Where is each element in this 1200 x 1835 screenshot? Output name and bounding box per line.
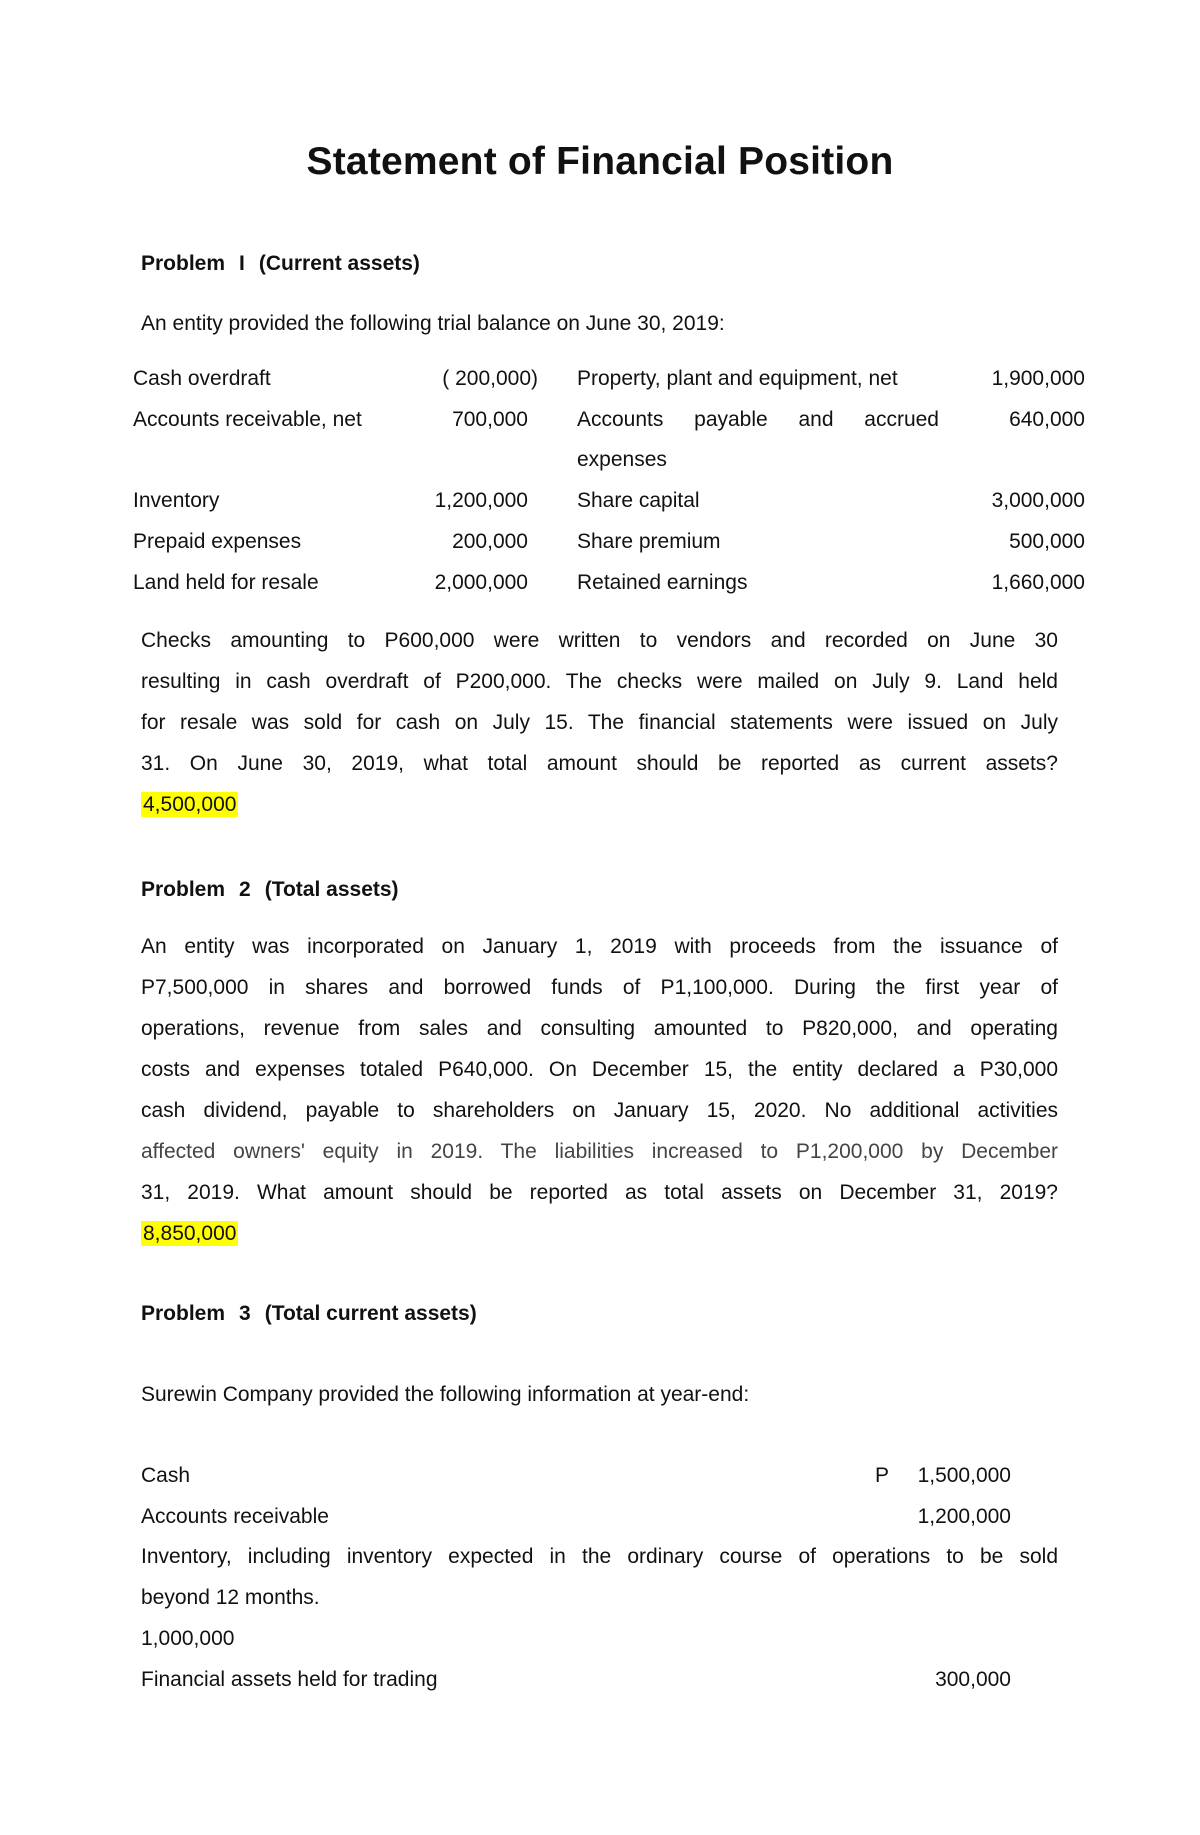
problem-2-heading xyxy=(141,878,399,902)
paragraph-line: Checks amounting to P600,000 were written to vendors and recorded on June 30 xyxy=(141,629,1058,652)
paragraph-line: beyond 12 months. xyxy=(141,1586,320,1609)
tb-right-label: Property, plant and equipment, net xyxy=(577,367,898,390)
problem-1-heading-number: I xyxy=(239,252,245,275)
problem-1-paragraph xyxy=(141,620,1058,825)
inventory-description xyxy=(141,1536,1058,1618)
tb-right-value: 500,000 xyxy=(1009,530,1085,553)
problem-2-heading-word: Problem xyxy=(141,878,226,901)
problem-3-heading-number: 3 xyxy=(239,1302,251,1325)
problem-1-answer-highlight: 4,500,000 xyxy=(143,793,237,816)
paragraph-line: for resale was sold for cash on July 15. The financial statements were issued on July xyxy=(141,711,1058,734)
problem-1-intro: An entity provided the following trial balance on June 30, 2019: xyxy=(141,312,725,335)
tb-left-value: 700,000 xyxy=(452,408,528,431)
problem-1-heading xyxy=(141,252,420,276)
problem-2-answer-highlight: 8,850,000 xyxy=(143,1222,237,1245)
financial-assets-label: Financial assets held for trading xyxy=(141,1668,438,1691)
paragraph-line: resulting in cash overdraft of P200,000. The checks were mailed on July 9. Land held xyxy=(141,670,1058,693)
accounts-receivable-label: Accounts receivable xyxy=(141,1505,329,1528)
accounts-receivable-value: 1,200,000 xyxy=(917,1505,1011,1528)
paragraph-line: 31, 2019. What amount should be reported as total assets on December 31, 2019? xyxy=(141,1181,1058,1204)
tb-right-value: 1,900,000 xyxy=(991,367,1085,390)
tb-right-value: 640,000 xyxy=(1009,408,1085,431)
problem-3-heading xyxy=(141,1302,477,1326)
tb-right-value: 3,000,000 xyxy=(991,489,1085,512)
paragraph-line: P7,500,000 in shares and borrowed funds of P1,100,000. During the first year of xyxy=(141,976,1058,999)
cash-currency-prefix: P xyxy=(875,1464,890,1487)
page-title: Statement of Financial Position xyxy=(306,140,894,183)
financial-assets-value: 300,000 xyxy=(935,1668,1011,1691)
problem-3-heading-topic: (Total current assets) xyxy=(264,1302,477,1325)
tb-right-label: Share premium xyxy=(577,530,721,553)
problem-2-paragraph xyxy=(141,926,1058,1254)
tb-left-label: Inventory xyxy=(133,489,220,512)
paragraph-line: Inventory, including inventory expected in the ordinary course of operations to be sold xyxy=(141,1545,1058,1568)
problem-2-heading-topic: (Total assets) xyxy=(264,878,399,901)
paragraph-line: costs and expenses totaled P640,000. On December 15, the entity declared a P30,000 xyxy=(141,1058,1058,1081)
problem-2-heading-number: 2 xyxy=(239,878,251,901)
paragraph-line: 31. On June 30, 2019, what total amount should be reported as current assets? xyxy=(141,752,1058,775)
problem-1-heading-word: Problem xyxy=(141,252,226,275)
tb-left-value: 2,000,000 xyxy=(434,571,528,594)
cash-label: Cash xyxy=(141,1464,191,1487)
tb-right-value: 1,660,000 xyxy=(991,571,1085,594)
tb-left-label: Prepaid expenses xyxy=(133,530,302,553)
tb-left-value: 200,000 xyxy=(452,530,528,553)
tb-left-label: Cash overdraft xyxy=(133,367,271,390)
cash-value: 1,500,000 xyxy=(917,1464,1011,1487)
paragraph-line: affected owners' equity in 2019. The liabilities increased to P1,200,000 by December xyxy=(141,1140,1058,1163)
paragraph-line: An entity was incorporated on January 1, 2019 with proceeds from the issuance of xyxy=(141,935,1058,958)
problem-3-heading-word: Problem xyxy=(141,1302,226,1325)
problem-1-heading-topic: (Current assets) xyxy=(258,252,420,275)
tb-left-label: Land held for resale xyxy=(133,571,319,594)
tb-right-label-continued: expenses xyxy=(577,448,667,471)
problem-3-intro: Surewin Company provided the following information at year-end: xyxy=(141,1383,750,1406)
paragraph-line: operations, revenue from sales and consulting amounted to P820,000, and operating xyxy=(141,1017,1058,1040)
tb-right-label: Retained earnings xyxy=(577,571,748,594)
tb-left-value: ( 200,000) xyxy=(442,367,538,390)
tb-left-label: Accounts receivable, net xyxy=(133,408,362,431)
tb-left-value: 1,200,000 xyxy=(434,489,528,512)
tb-right-label: Share capital xyxy=(577,489,700,512)
inventory-value: 1,000,000 xyxy=(141,1627,235,1650)
paragraph-line: cash dividend, payable to shareholders on January 15, 2020. No additional activities xyxy=(141,1099,1058,1122)
tb-right-label: Accounts payable and accrued xyxy=(577,408,939,431)
